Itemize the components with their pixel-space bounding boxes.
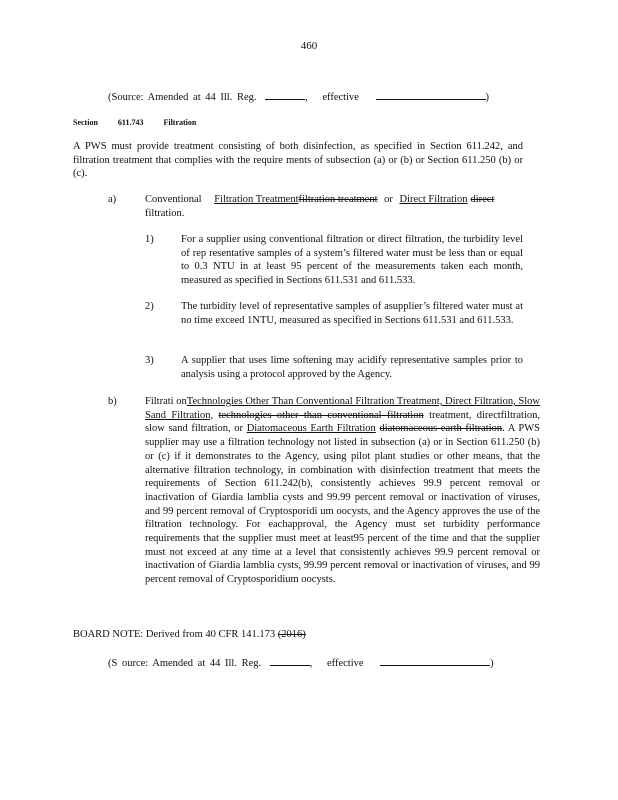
source-comma: ,: [305, 92, 308, 103]
item-a2-text: The turbidity level of representative samples of asupplier’s filtered water must at no time exceed 1NTU, measured as specified in Sections 611.531 and 611.533.: [181, 301, 523, 326]
page-number: 460: [300, 40, 318, 52]
source-effective: effective: [322, 92, 359, 103]
item-b-inserted-2: Diatomaceous Earth Filtration: [246, 423, 376, 435]
item-a-text2: filtration.: [145, 207, 185, 219]
section-word: Section: [73, 118, 98, 127]
item-a3-text: A supplier that uses lime softening may acidify representative samples prior to analysis using a protocol approved by the Agency.: [181, 355, 523, 380]
item-a3-label: 3): [145, 355, 154, 366]
item-a-text: [145, 193, 523, 220]
item-b-mid: treatment, directfiltration, slow sand filtration, or: [145, 409, 541, 435]
item-a-deleted-1: filtration treatment: [298, 194, 378, 205]
item-a-or: or: [384, 194, 393, 205]
source-comma-bottom: ,: [309, 658, 313, 669]
item-a-deleted-2: direct: [470, 194, 495, 205]
item-a-label: a): [108, 194, 117, 205]
intro-paragraph: A PWS must provide treatment consisting of both disinfection, as specified in Section 611.242, and filtration treatment that complies with the require ments of subsection (a) or (b) or Section 611.250 (b) or (c).: [73, 141, 523, 180]
board-note: [73, 628, 306, 641]
board-note-text: BOARD NOTE: Derived from 40 CFR 141.173: [73, 629, 276, 640]
source-note-top: [108, 89, 489, 104]
item-b-rest: . A PWS supplier may use a filtration technology not listed in subsection (a) or in Section 611.250 (b) or (c) if it demonstrates to the Agency, using pilot plant studies or other means, that the alternative filtration technology, in combination with disinfection treatment that meets the requirements of Section 611.242(b), consistently achieves 99.9 percent removal or inactivation of Giardia lamblia cysts and 99.99 percent removal or inactivation of viruses, and 99 percent removal of Cryptosporidi um oocysts, and the Agency approves the use of the filtration technology. For eachapproval, the Agency must set turbidity performance requirements that the supplier must meet at least95 percent of the time and that the supplier must not exceed at any time at a level that consistently achieves 99.9 percent removal or inactivation of Giardia lamblia cysts, 99.99 percent removal or inactivation of viruses, and 99 percent removal of Cryptosporidium oocysts.: [145, 423, 541, 586]
item-a-text1: Conventional: [145, 194, 202, 205]
source-note-bottom: [108, 655, 494, 670]
effective-blank: [376, 89, 486, 100]
section-number: 611.743: [117, 118, 144, 127]
board-note-deleted: (2016): [277, 629, 306, 640]
section-heading: [73, 116, 196, 129]
section-title: Filtration: [163, 118, 197, 127]
source-effective-bottom: effective: [327, 658, 364, 669]
item-b-deleted-1: technologies other than conventional filtration: [218, 409, 424, 421]
source-close: ): [485, 92, 490, 103]
source-prefix: (Source: Amended at 44 Ill. Reg.: [108, 92, 257, 103]
item-a-inserted-1: Filtration Treatment: [214, 194, 299, 205]
item-a1-text: For a supplier using conventional filtration or direct filtration, the turbidity level of rep resentative samples of a system’s filtered water must be less than or equal to 0.3 NTU in at least 95 percent of the measurements taken each month, measured as specified in Sections 611.531 and 611.533.: [181, 234, 523, 287]
source-prefix-bottom: (S ource: Amended at 44 Ill. Reg.: [108, 658, 262, 669]
register-blank-bottom: [270, 655, 310, 666]
item-a2-label: 2): [145, 301, 154, 312]
item-b-text: [145, 395, 540, 587]
item-b-inserted-1: Technologies Other Than Conventional Filtration Treatment, Direct Filtration, Slow Sand Filtration,: [145, 396, 540, 421]
source-close-bottom: ): [490, 658, 494, 669]
item-a1-label: 1): [145, 234, 154, 245]
item-a-inserted-2: Direct Filtration: [399, 194, 468, 205]
effective-blank-bottom: [380, 655, 490, 666]
register-blank: [265, 89, 305, 100]
item-b-label: b): [108, 396, 117, 407]
item-b-deleted-2: diatomaceous earth filtration: [379, 423, 503, 435]
item-b-pre: Filtrati on: [145, 396, 187, 407]
